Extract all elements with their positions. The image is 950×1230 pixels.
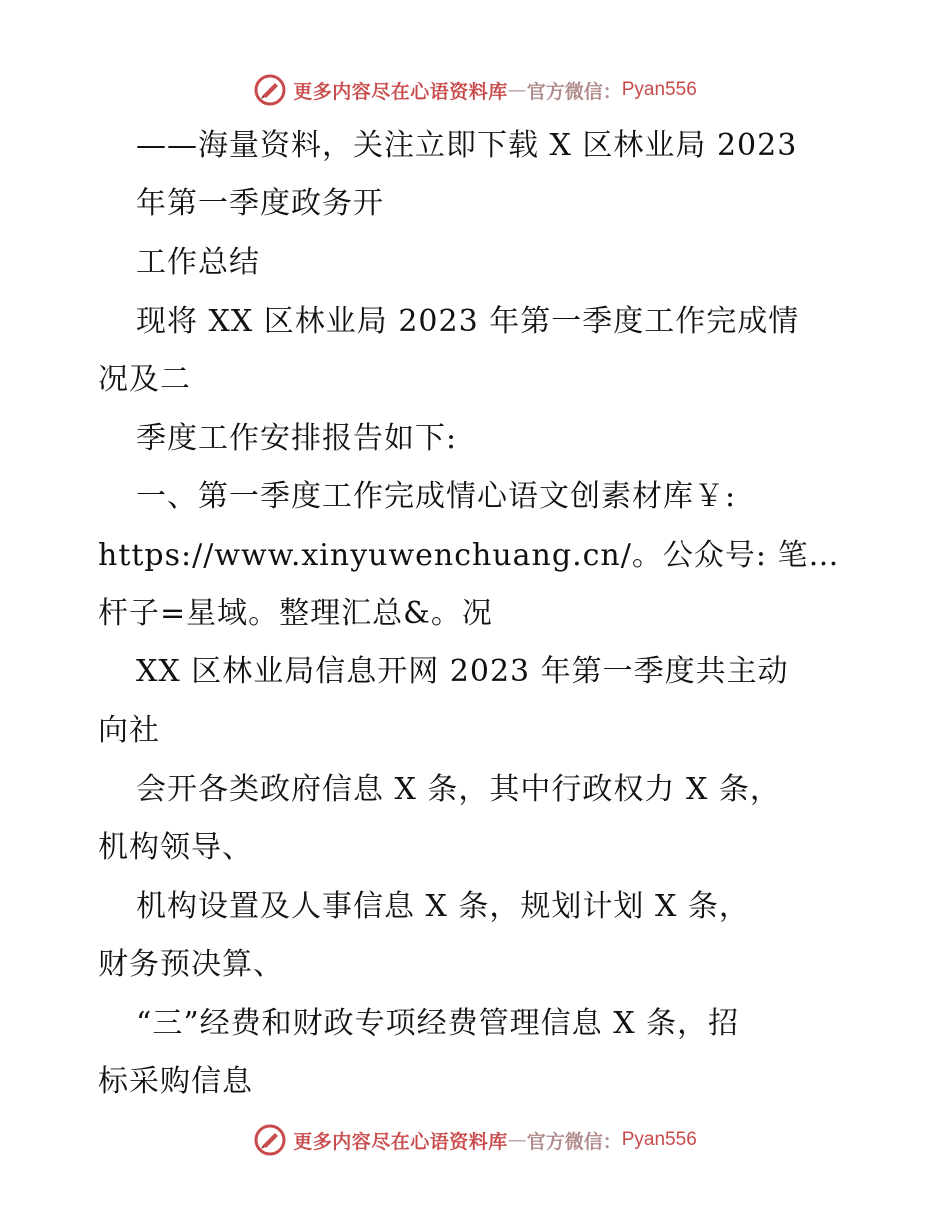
text-line: 况及二 (98, 362, 191, 397)
text-line: 杆子=星域。整理汇总&。况 (98, 596, 493, 631)
watermark-label: 官方微信： (526, 1130, 622, 1153)
text-line: 一、第一季度工作完成情心语文创素材库￥: (136, 479, 737, 514)
text-line: https://www.xinyuwenchuang.cn/。公众号: 笔… (98, 538, 840, 573)
text-line: 现将 XX 区林业局 2023 年第一季度工作完成情 (136, 304, 800, 339)
watermark-brand: 更多内容尽在心语资料库 (293, 80, 508, 103)
watermark-separator: — (507, 79, 527, 101)
text-line: 季度工作安排报告如下: (136, 421, 458, 456)
watermark-wechat-id: Pyan556 (621, 79, 697, 100)
text-line: ——海量资料，关注立即下载 X 区林业局 2023 (136, 128, 798, 163)
text-line: 工作总结 (136, 245, 260, 280)
header-watermark (0, 70, 950, 110)
writing-hand-logo-icon (253, 1123, 287, 1157)
text-line: 财务预决算、 (98, 947, 284, 982)
watermark-label: 官方微信： (526, 80, 622, 103)
text-line: 向社 (98, 713, 160, 748)
writing-hand-logo-icon (253, 73, 287, 107)
text-line: 机构设置及人事信息 X 条，规划计划 X 条， (136, 889, 750, 924)
watermark-wechat-id: Pyan556 (621, 1129, 697, 1150)
text-line: 机构领导、 (98, 830, 253, 865)
watermark-brand: 更多内容尽在心语资料库 (293, 1130, 508, 1153)
footer-watermark (0, 1120, 950, 1160)
text-line: 标采购信息 (98, 1064, 253, 1099)
text-line: “三”经费和财政专项经费管理信息 X 条，招 (136, 1006, 740, 1041)
text-line: XX 区林业局信息开网 2023 年第一季度共主动 (136, 654, 789, 689)
watermark-separator: — (507, 1129, 527, 1151)
text-line: 年第一季度政务开 (136, 186, 384, 221)
text-line: 会开各类政府信息 X 条，其中行政权力 X 条， (136, 772, 781, 807)
